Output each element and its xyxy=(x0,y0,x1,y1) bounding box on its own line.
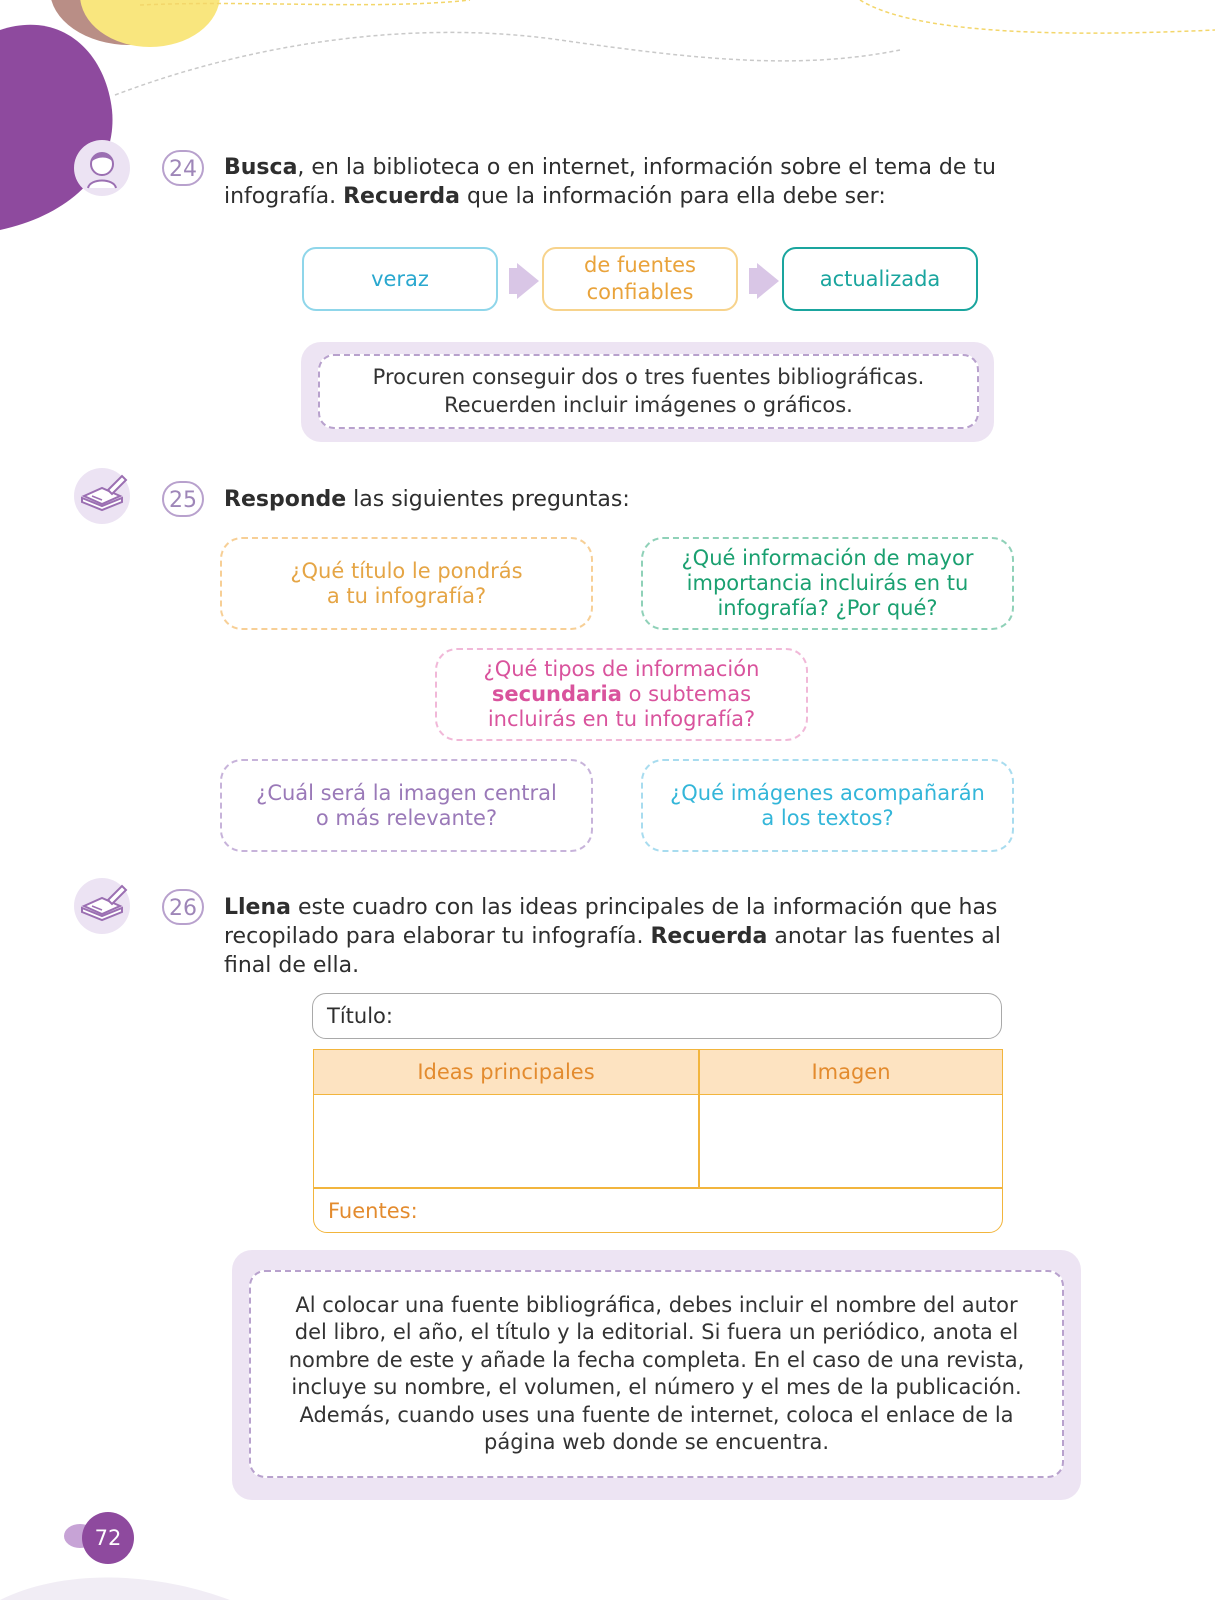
activity-number: 24 xyxy=(162,150,204,186)
note-bibliography-tip: Al colocar una fuente bibliográfica, debes incluir el nombre del autor del libro, el año, el título y la editorial. Si fuera un periódico, anota el nombre de este y añade la fecha completa. En el caso de una revista, incluye su nombre, el volumen, el número y el mes de la publicación. Además, cuando uses una fuente de internet, coloca el enlace de la página web donde se encuentra. xyxy=(249,1270,1064,1478)
question-main-info: ¿Qué información de mayor importancia incluirás en tu infografía? ¿Por qué? xyxy=(641,537,1014,630)
book-pencil-icon xyxy=(74,468,130,524)
deco-purple-blob xyxy=(0,25,113,230)
question-central-image: ¿Cuál será la imagen central o más relevante? xyxy=(220,759,593,852)
column-header-ideas: Ideas principales xyxy=(314,1050,698,1095)
question-secondary-info: ¿Qué tipos de información secundaria o subtemas incluirás en tu infografía? xyxy=(435,648,808,741)
deco-dashed-curve xyxy=(115,32,900,95)
activity-26-instruction: Llena este cuadro con las ideas principales de la información que has recopilado para elaborar tu infografía. Recuerda anotar las fuentes al final de ella. xyxy=(224,895,1001,978)
activity-number: 25 xyxy=(162,481,204,517)
flow-box-actualizada: actualizada xyxy=(782,247,978,311)
girl-avatar-icon xyxy=(74,140,130,196)
book-pencil-icon-bg xyxy=(74,468,130,524)
activity-24-instruction: Busca, en la biblioteca o en internet, información sobre el tema de tu infografía. Recuerda que la información para ella debe ser: xyxy=(224,155,996,209)
flow-box-confiables: de fuentes confiables xyxy=(542,247,738,311)
flow-box-veraz: veraz xyxy=(302,247,498,311)
page-number: 72 xyxy=(82,1512,134,1564)
girl-avatar-icon-bg xyxy=(74,140,130,196)
question-title: ¿Qué título le pondrás a tu infografía? xyxy=(220,537,593,630)
question-images: ¿Qué imágenes acompañarán a los textos? xyxy=(641,759,1014,852)
flow-arrow-head xyxy=(517,263,539,299)
ideas-cell[interactable] xyxy=(314,1096,697,1187)
image-cell[interactable] xyxy=(700,1096,1003,1187)
title-field[interactable]: Título: xyxy=(312,993,1002,1039)
note-sources-tip: Procuren conseguir dos o tres fuentes bibliográficas. Recuerden incluir imágenes o gráficos. xyxy=(318,354,979,429)
book-pencil-icon xyxy=(74,878,130,934)
ideas-table xyxy=(313,1049,1003,1233)
flow-arrow-head xyxy=(757,263,779,299)
activity-number: 26 xyxy=(162,889,204,925)
column-header-image: Imagen xyxy=(698,1050,1003,1095)
book-pencil-icon-bg xyxy=(74,878,130,934)
deco-yellow-curve xyxy=(860,0,1215,33)
deco-bottom-blob xyxy=(0,1578,230,1600)
sources-label: Fuentes: xyxy=(328,1199,418,1223)
activity-25-instruction: Responde las siguientes preguntas: xyxy=(224,487,630,512)
